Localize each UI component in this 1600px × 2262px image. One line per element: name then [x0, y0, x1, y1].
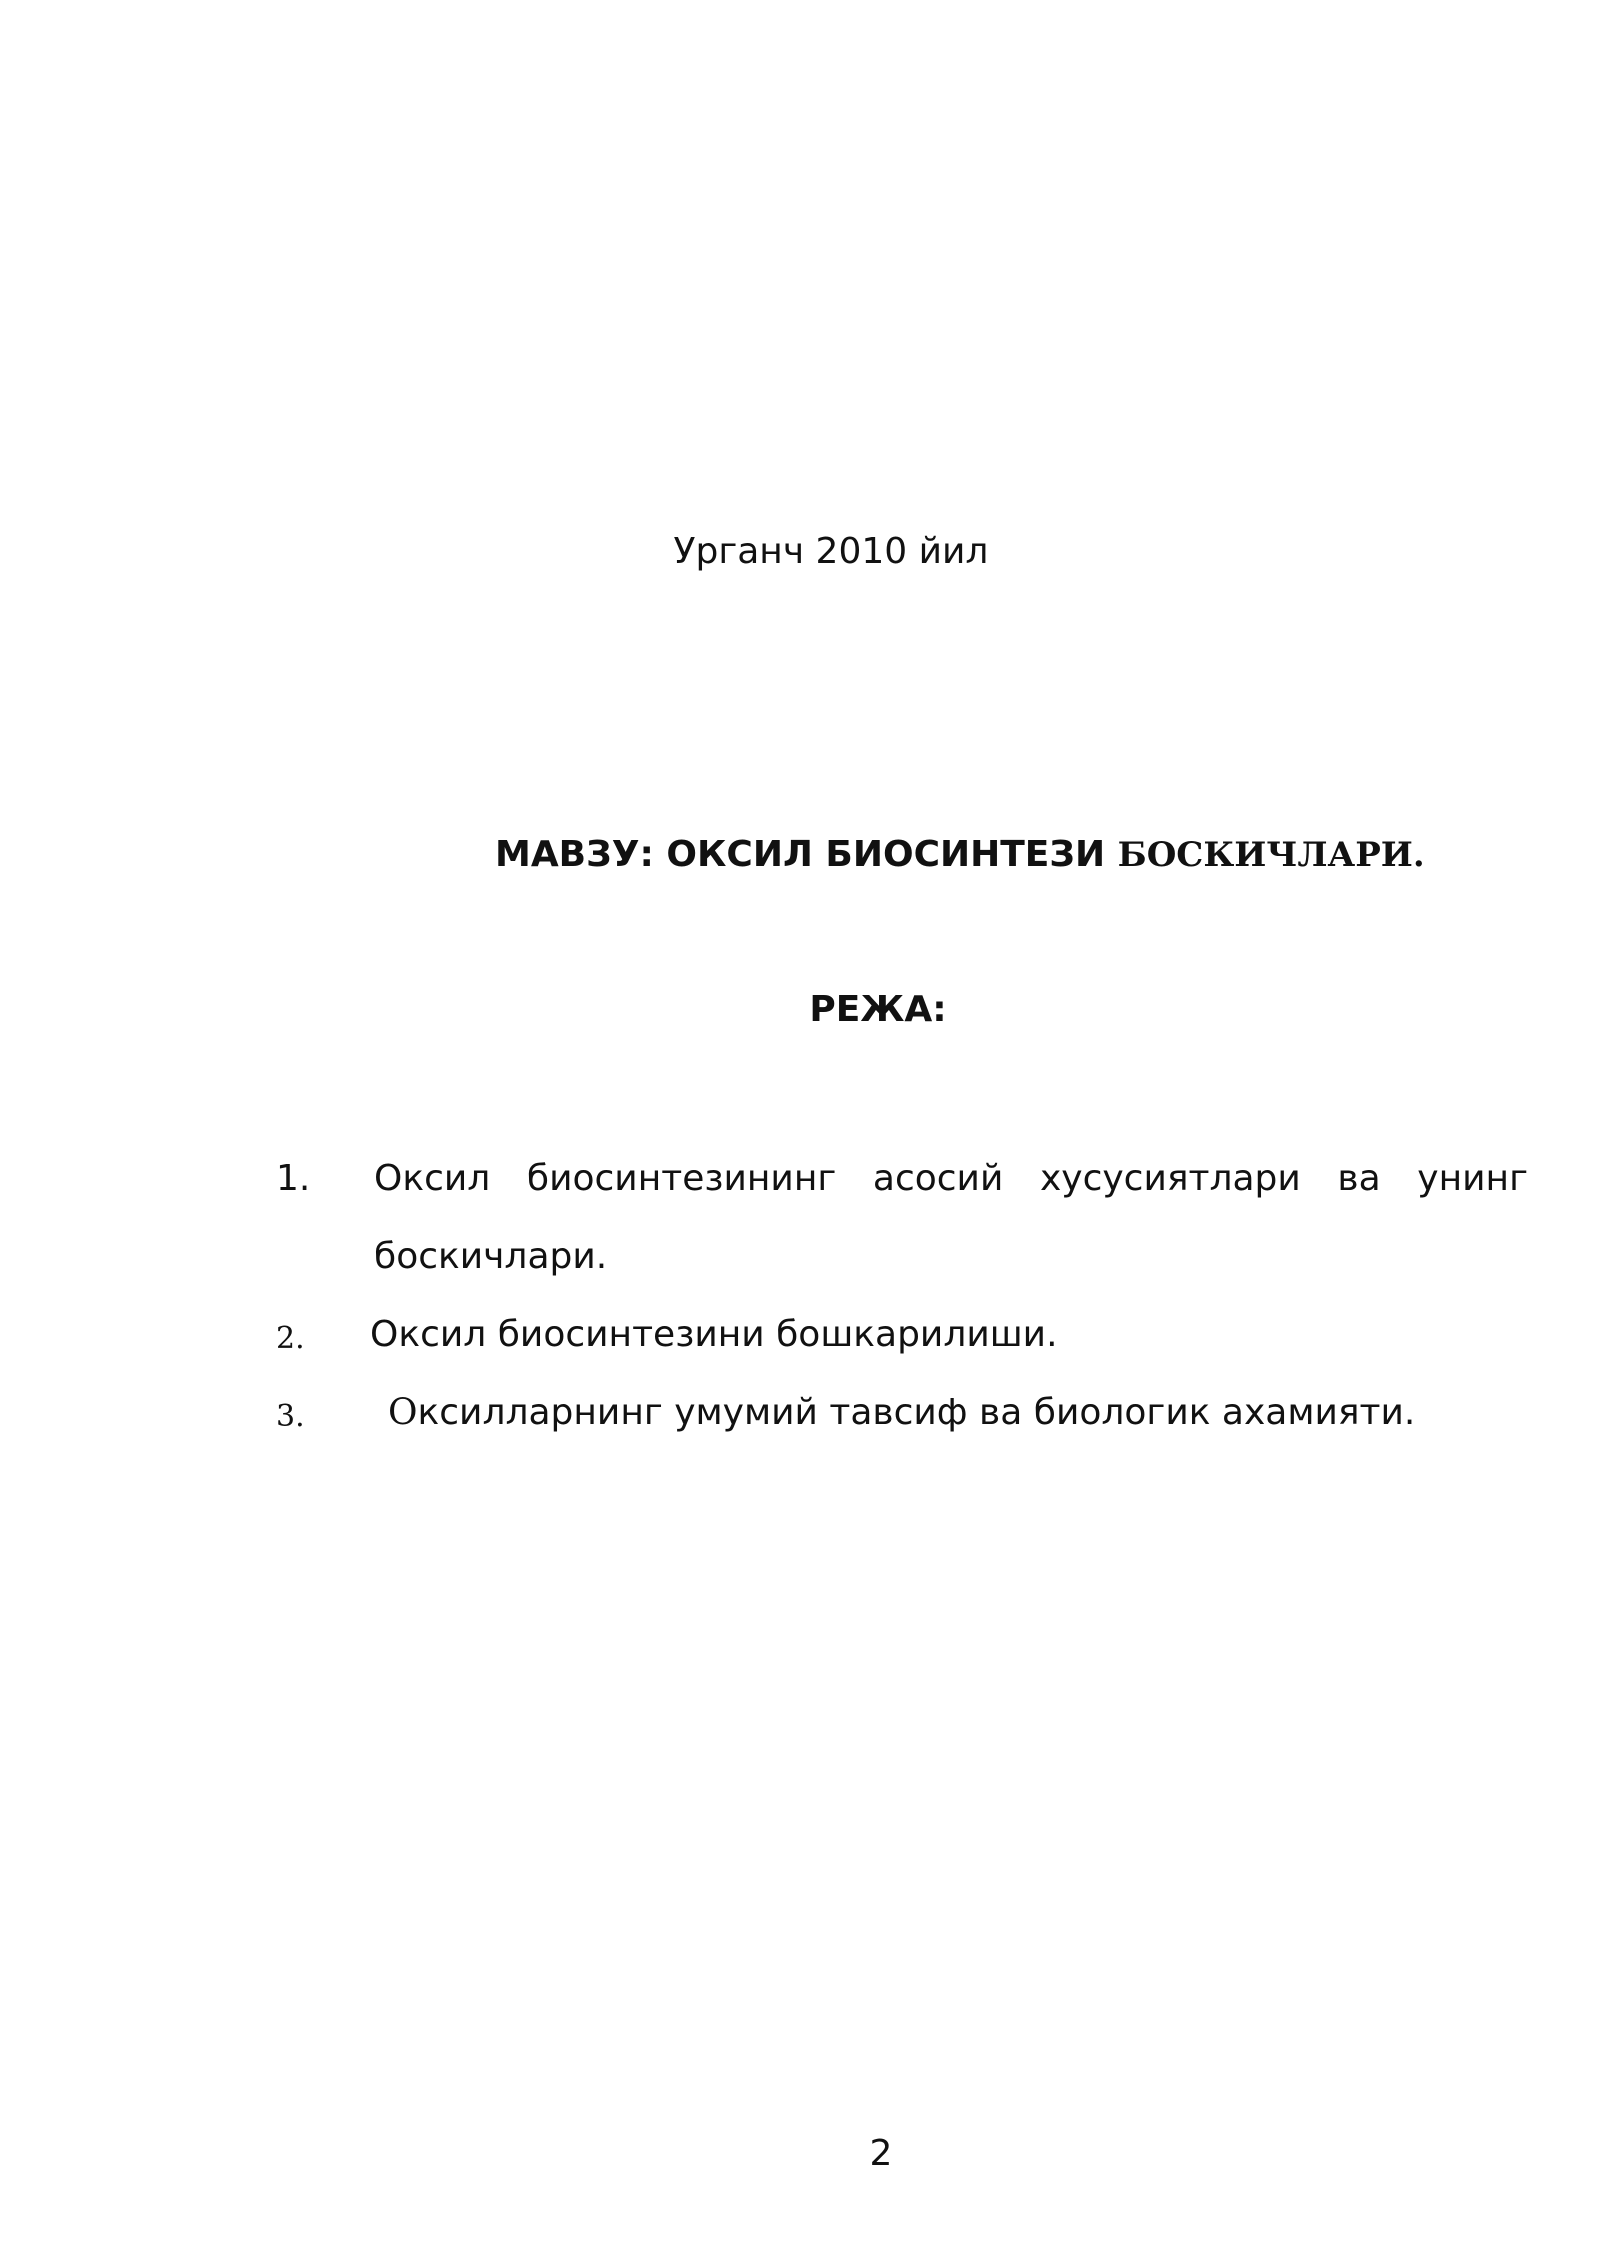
- plan-item-number: 3.: [276, 1399, 305, 1434]
- plan-item-text-rest: ксилларнинг умумий тавсиф ва биологик ахамияти.: [417, 1392, 1416, 1433]
- plan-list: [276, 1140, 1528, 1452]
- plan-item-3: [276, 1374, 1528, 1452]
- plan-heading: РЕЖА:: [809, 989, 947, 1030]
- topic-title-prefix: МАВЗУ: ОКСИЛ БИОСИНТЕЗИ: [495, 834, 1118, 875]
- plan-item-number: 1.: [276, 1158, 311, 1199]
- plan-item-text: Оксил биосинтезининг асосий хусусиятлари ва унинг боскичлари.: [374, 1158, 1528, 1277]
- plan-item-text: Оксил биосинтезини бошкарилиши.: [370, 1314, 1058, 1355]
- plan-item-2: [276, 1296, 1528, 1374]
- topic-title: [495, 833, 1425, 877]
- plan-item-1: [276, 1140, 1528, 1296]
- plan-item-text: [388, 1374, 1528, 1452]
- city-year-line: Урганч 2010 йил: [673, 531, 989, 572]
- plan-item-number: 2.: [276, 1321, 305, 1356]
- plan-item-first-letter: О: [388, 1392, 418, 1433]
- topic-title-suffix: БОСКИЧЛАРИ.: [1117, 835, 1425, 875]
- page-number: 2: [869, 2133, 893, 2174]
